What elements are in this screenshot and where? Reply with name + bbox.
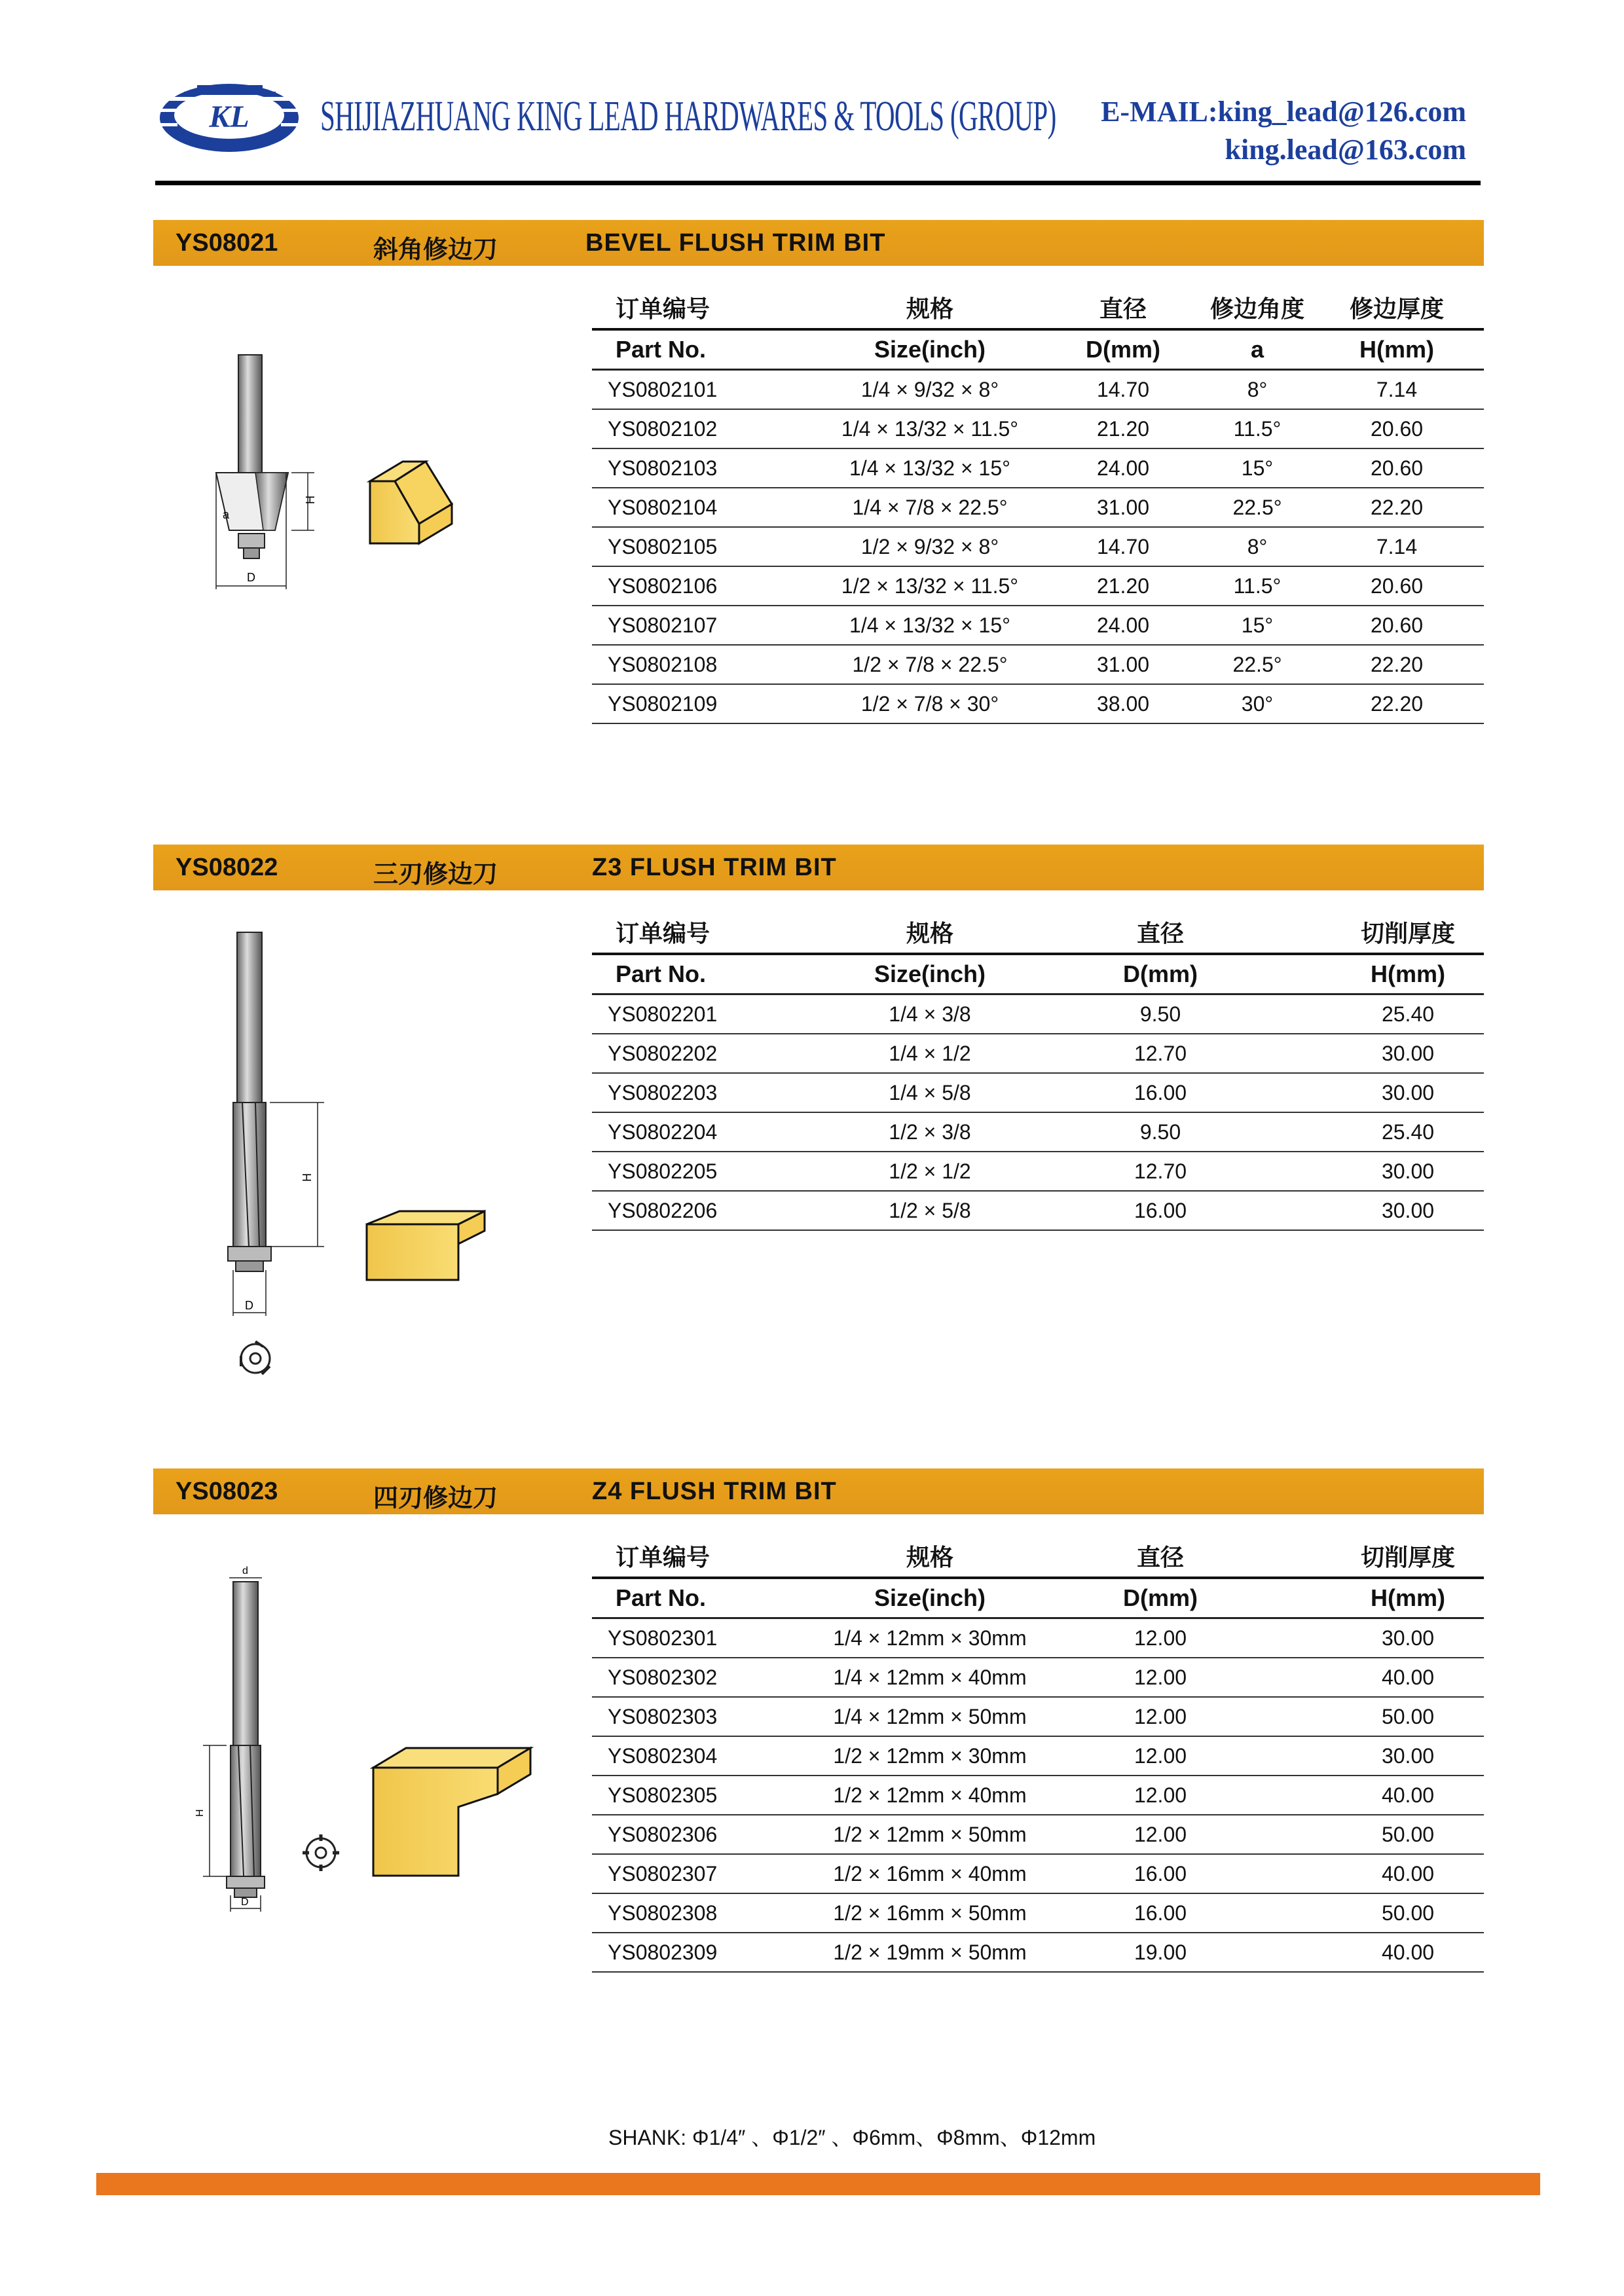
header-row-en <box>592 329 1484 370</box>
column-header: 直径 <box>1041 286 1205 329</box>
table-cell: 15° <box>1205 448 1310 488</box>
column-header: H(mm) <box>1310 329 1484 370</box>
table-cell: 16.00 <box>1041 1073 1280 1112</box>
header-row-cn <box>592 911 1484 954</box>
table-cell: 22.5° <box>1205 645 1310 684</box>
table-cell: 40.00 <box>1280 1658 1484 1697</box>
table-cell: 14.70 <box>1041 527 1205 566</box>
shank-diameter-label: d <box>242 1565 248 1576</box>
company-logo <box>158 82 301 153</box>
shank-sizes-note: SHANK: Φ1/4″ 、Φ1/2″ 、Φ6mm、Φ8mm、Φ12mm <box>608 2126 1096 2149</box>
table-cell: 50.00 <box>1280 1697 1484 1736</box>
table-cell: YS0802307 <box>592 1854 819 1893</box>
column-header: a <box>1205 329 1310 370</box>
bevel-wood-profile <box>370 462 452 543</box>
column-header: Part No. <box>592 1578 819 1618</box>
header-row-cn <box>592 1535 1484 1578</box>
table-cell: 1/2 × 12mm × 50mm <box>819 1815 1041 1854</box>
column-header: 直径 <box>1041 911 1280 954</box>
section-name-en: BEVEL FLUSH TRIM BIT <box>585 229 886 257</box>
column-header: H(mm) <box>1280 1578 1484 1618</box>
column-header: 订单编号 <box>592 286 819 329</box>
column-header: D(mm) <box>1041 329 1205 370</box>
table-row <box>592 1152 1484 1191</box>
table-row <box>592 1893 1484 1933</box>
table-cell: 24.00 <box>1041 606 1205 645</box>
table-cell: YS0802104 <box>592 488 819 527</box>
table-row <box>592 1034 1484 1073</box>
column-header: 切削厚度 <box>1280 911 1484 954</box>
table-cell: 1/4 × 13/32 × 15° <box>819 448 1041 488</box>
table-row <box>592 1854 1484 1893</box>
table-cell: 1/4 × 12mm × 50mm <box>819 1697 1041 1736</box>
table-row <box>592 1697 1484 1736</box>
table-cell: 20.60 <box>1310 409 1484 448</box>
table-cell: 22.20 <box>1310 645 1484 684</box>
table-cell: 30° <box>1205 684 1310 723</box>
table-cell: 12.00 <box>1041 1658 1280 1697</box>
table-cell: 1/2 × 12mm × 30mm <box>819 1736 1041 1776</box>
header-row-en <box>592 1578 1484 1618</box>
column-header: D(mm) <box>1041 1578 1280 1618</box>
table-cell: 1/4 × 12mm × 30mm <box>819 1618 1041 1658</box>
section-header-z4 <box>153 1468 1484 1514</box>
table-row <box>592 1618 1484 1658</box>
table-cell: 12.00 <box>1041 1697 1280 1736</box>
column-header: 规格 <box>819 1535 1041 1578</box>
footer-bar <box>96 2173 1540 2195</box>
section-name-cn: 斜角修边刀 <box>373 236 498 264</box>
table-cell: 25.40 <box>1280 994 1484 1034</box>
z3-spec-table <box>592 911 1484 1231</box>
table-cell: 20.60 <box>1310 566 1484 606</box>
table-cell: YS0802105 <box>592 527 819 566</box>
bevel-spec-table <box>592 286 1484 724</box>
table-row <box>592 1815 1484 1854</box>
column-header: Size(inch) <box>819 954 1041 994</box>
rotor-icon <box>303 1834 339 1871</box>
table-cell: 20.60 <box>1310 606 1484 645</box>
column-header: D(mm) <box>1041 954 1280 994</box>
table-cell: YS0802102 <box>592 409 819 448</box>
table-row <box>592 606 1484 645</box>
table-cell: 12.00 <box>1041 1815 1280 1854</box>
table-cell: 30.00 <box>1280 1073 1484 1112</box>
table-row <box>592 1658 1484 1697</box>
table-cell: 9.50 <box>1041 1112 1280 1152</box>
table-row <box>592 370 1484 410</box>
angle-label: a <box>223 508 230 521</box>
table-cell: 1/2 × 16mm × 40mm <box>819 1854 1041 1893</box>
z3-bit-diagram <box>210 923 511 1381</box>
section-name-cn: 四刃修边刀 <box>373 1485 498 1512</box>
email-primary: E-MAIL:king_lead@126.com <box>1101 96 1466 128</box>
table-row <box>592 1073 1484 1112</box>
column-header: 订单编号 <box>592 911 819 954</box>
table-cell: YS0802206 <box>592 1191 819 1230</box>
z4-wood-profile <box>373 1748 530 1876</box>
column-header: 直径 <box>1041 1535 1280 1578</box>
column-header: Size(inch) <box>819 329 1041 370</box>
table-cell: 31.00 <box>1041 645 1205 684</box>
table-cell: 30.00 <box>1280 1034 1484 1073</box>
header-divider <box>155 181 1481 185</box>
table-cell: 1/2 × 1/2 <box>819 1152 1041 1191</box>
table-cell: 1/4 × 1/2 <box>819 1034 1041 1073</box>
table-row <box>592 1776 1484 1815</box>
table-cell: YS0802308 <box>592 1893 819 1933</box>
table-cell: 40.00 <box>1280 1776 1484 1815</box>
table-cell: 30.00 <box>1280 1152 1484 1191</box>
table-cell: 1/4 × 12mm × 40mm <box>819 1658 1041 1697</box>
table-cell: 21.20 <box>1041 566 1205 606</box>
table-cell: YS0802302 <box>592 1658 819 1697</box>
table-cell: 1/4 × 9/32 × 8° <box>819 370 1041 410</box>
table-cell: 20.60 <box>1310 448 1484 488</box>
table-row <box>592 994 1484 1034</box>
height-label: H <box>304 496 317 504</box>
table-cell: 25.40 <box>1280 1112 1484 1152</box>
table-cell: 30.00 <box>1280 1191 1484 1230</box>
table-row <box>592 1933 1484 1972</box>
diameter-label: D <box>241 1897 249 1908</box>
column-header: 规格 <box>819 911 1041 954</box>
bevel-bit-diagram <box>210 340 471 602</box>
table-cell: YS0802309 <box>592 1933 819 1972</box>
section-code: YS08022 <box>175 854 278 881</box>
table-cell: YS0802303 <box>592 1697 819 1736</box>
column-header: 订单编号 <box>592 1535 819 1578</box>
section-name-en: Z3 FLUSH TRIM BIT <box>592 854 837 881</box>
table-cell: 1/4 × 3/8 <box>819 994 1041 1034</box>
table-row <box>592 1191 1484 1230</box>
table-cell: 1/4 × 13/32 × 15° <box>819 606 1041 645</box>
height-label: H <box>301 1173 314 1182</box>
column-header: 修边角度 <box>1205 286 1310 329</box>
table-cell: 12.00 <box>1041 1776 1280 1815</box>
table-cell: 30.00 <box>1280 1618 1484 1658</box>
table-row <box>592 1736 1484 1776</box>
table-cell: YS0802203 <box>592 1073 819 1112</box>
diameter-label: D <box>245 1299 253 1312</box>
company-name: SHIJIAZHUANG KING LEAD HARDWARES & TOOLS (GROUP) <box>320 92 1056 140</box>
table-cell: YS0802301 <box>592 1618 819 1658</box>
table-cell: 30.00 <box>1280 1736 1484 1776</box>
table-cell: 38.00 <box>1041 684 1205 723</box>
diameter-label: D <box>247 571 255 584</box>
table-cell: 7.14 <box>1310 527 1484 566</box>
table-cell: 12.00 <box>1041 1618 1280 1658</box>
column-header: H(mm) <box>1280 954 1484 994</box>
table-row <box>592 566 1484 606</box>
table-cell: 16.00 <box>1041 1854 1280 1893</box>
email-secondary: king.lead@163.com <box>1225 134 1466 166</box>
table-cell: 16.00 <box>1041 1191 1280 1230</box>
table-cell: 1/2 × 3/8 <box>819 1112 1041 1152</box>
column-header: 切削厚度 <box>1280 1535 1484 1578</box>
table-cell: 8° <box>1205 370 1310 410</box>
section-code: YS08023 <box>175 1478 278 1505</box>
logo-text: KL <box>209 100 249 134</box>
rotor-icon <box>241 1341 270 1374</box>
table-cell: YS0802109 <box>592 684 819 723</box>
table-cell: YS0802103 <box>592 448 819 488</box>
table-row <box>592 645 1484 684</box>
table-cell: 1/2 × 5/8 <box>819 1191 1041 1230</box>
table-cell: 14.70 <box>1041 370 1205 410</box>
table-cell: 50.00 <box>1280 1893 1484 1933</box>
table-cell: 15° <box>1205 606 1310 645</box>
table-cell: 19.00 <box>1041 1933 1280 1972</box>
table-cell: 31.00 <box>1041 488 1205 527</box>
table-row <box>592 684 1484 723</box>
table-cell: 40.00 <box>1280 1854 1484 1893</box>
table-cell: 22.20 <box>1310 684 1484 723</box>
table-cell: YS0802306 <box>592 1815 819 1854</box>
section-header-z3 <box>153 845 1484 890</box>
table-cell: 1/2 × 7/8 × 22.5° <box>819 645 1041 684</box>
table-cell: 22.5° <box>1205 488 1310 527</box>
table-cell: 7.14 <box>1310 370 1484 410</box>
table-cell: 9.50 <box>1041 994 1280 1034</box>
column-header: 规格 <box>819 286 1041 329</box>
table-cell: 11.5° <box>1205 566 1310 606</box>
column-header: Part No. <box>592 329 819 370</box>
table-cell: YS0802204 <box>592 1112 819 1152</box>
section-header-bevel <box>153 220 1484 266</box>
table-row <box>592 448 1484 488</box>
table-cell: YS0802305 <box>592 1776 819 1815</box>
table-cell: YS0802107 <box>592 606 819 645</box>
table-cell: 1/2 × 13/32 × 11.5° <box>819 566 1041 606</box>
table-row <box>592 488 1484 527</box>
table-cell: 40.00 <box>1280 1933 1484 1972</box>
column-header: Size(inch) <box>819 1578 1041 1618</box>
table-cell: YS0802106 <box>592 566 819 606</box>
table-cell: 1/2 × 9/32 × 8° <box>819 527 1041 566</box>
table-cell: 1/2 × 19mm × 50mm <box>819 1933 1041 1972</box>
table-cell: 12.70 <box>1041 1034 1280 1073</box>
column-header: Part No. <box>592 954 819 994</box>
table-cell: YS0802101 <box>592 370 819 410</box>
table-cell: 22.20 <box>1310 488 1484 527</box>
table-cell: 24.00 <box>1041 448 1205 488</box>
table-cell: 1/2 × 12mm × 40mm <box>819 1776 1041 1815</box>
section-name-en: Z4 FLUSH TRIM BIT <box>592 1478 837 1505</box>
table-cell: 11.5° <box>1205 409 1310 448</box>
table-cell: 1/4 × 13/32 × 11.5° <box>819 409 1041 448</box>
z4-spec-table <box>592 1535 1484 1973</box>
header-row-en <box>592 954 1484 994</box>
table-cell: 50.00 <box>1280 1815 1484 1854</box>
table-row <box>592 409 1484 448</box>
table-row <box>592 527 1484 566</box>
table-cell: YS0802201 <box>592 994 819 1034</box>
table-cell: 1/4 × 5/8 <box>819 1073 1041 1112</box>
table-cell: 21.20 <box>1041 409 1205 448</box>
table-cell: 12.00 <box>1041 1736 1280 1776</box>
header-row-cn <box>592 286 1484 329</box>
table-cell: 1/2 × 16mm × 50mm <box>819 1893 1041 1933</box>
z3-wood-profile <box>367 1211 485 1280</box>
table-cell: YS0802304 <box>592 1736 819 1776</box>
section-name-cn: 三刃修边刀 <box>373 861 498 888</box>
table-row <box>592 1112 1484 1152</box>
table-cell: 1/4 × 7/8 × 22.5° <box>819 488 1041 527</box>
column-header: 修边厚度 <box>1310 286 1484 329</box>
table-cell: 16.00 <box>1041 1893 1280 1933</box>
table-cell: 1/2 × 7/8 × 30° <box>819 684 1041 723</box>
table-cell: 12.70 <box>1041 1152 1280 1191</box>
z4-bit-diagram <box>183 1558 550 1925</box>
table-cell: YS0802202 <box>592 1034 819 1073</box>
table-cell: YS0802205 <box>592 1152 819 1191</box>
table-cell: YS0802108 <box>592 645 819 684</box>
section-code: YS08021 <box>175 229 278 257</box>
table-cell: 8° <box>1205 527 1310 566</box>
height-label: H <box>194 1809 206 1817</box>
